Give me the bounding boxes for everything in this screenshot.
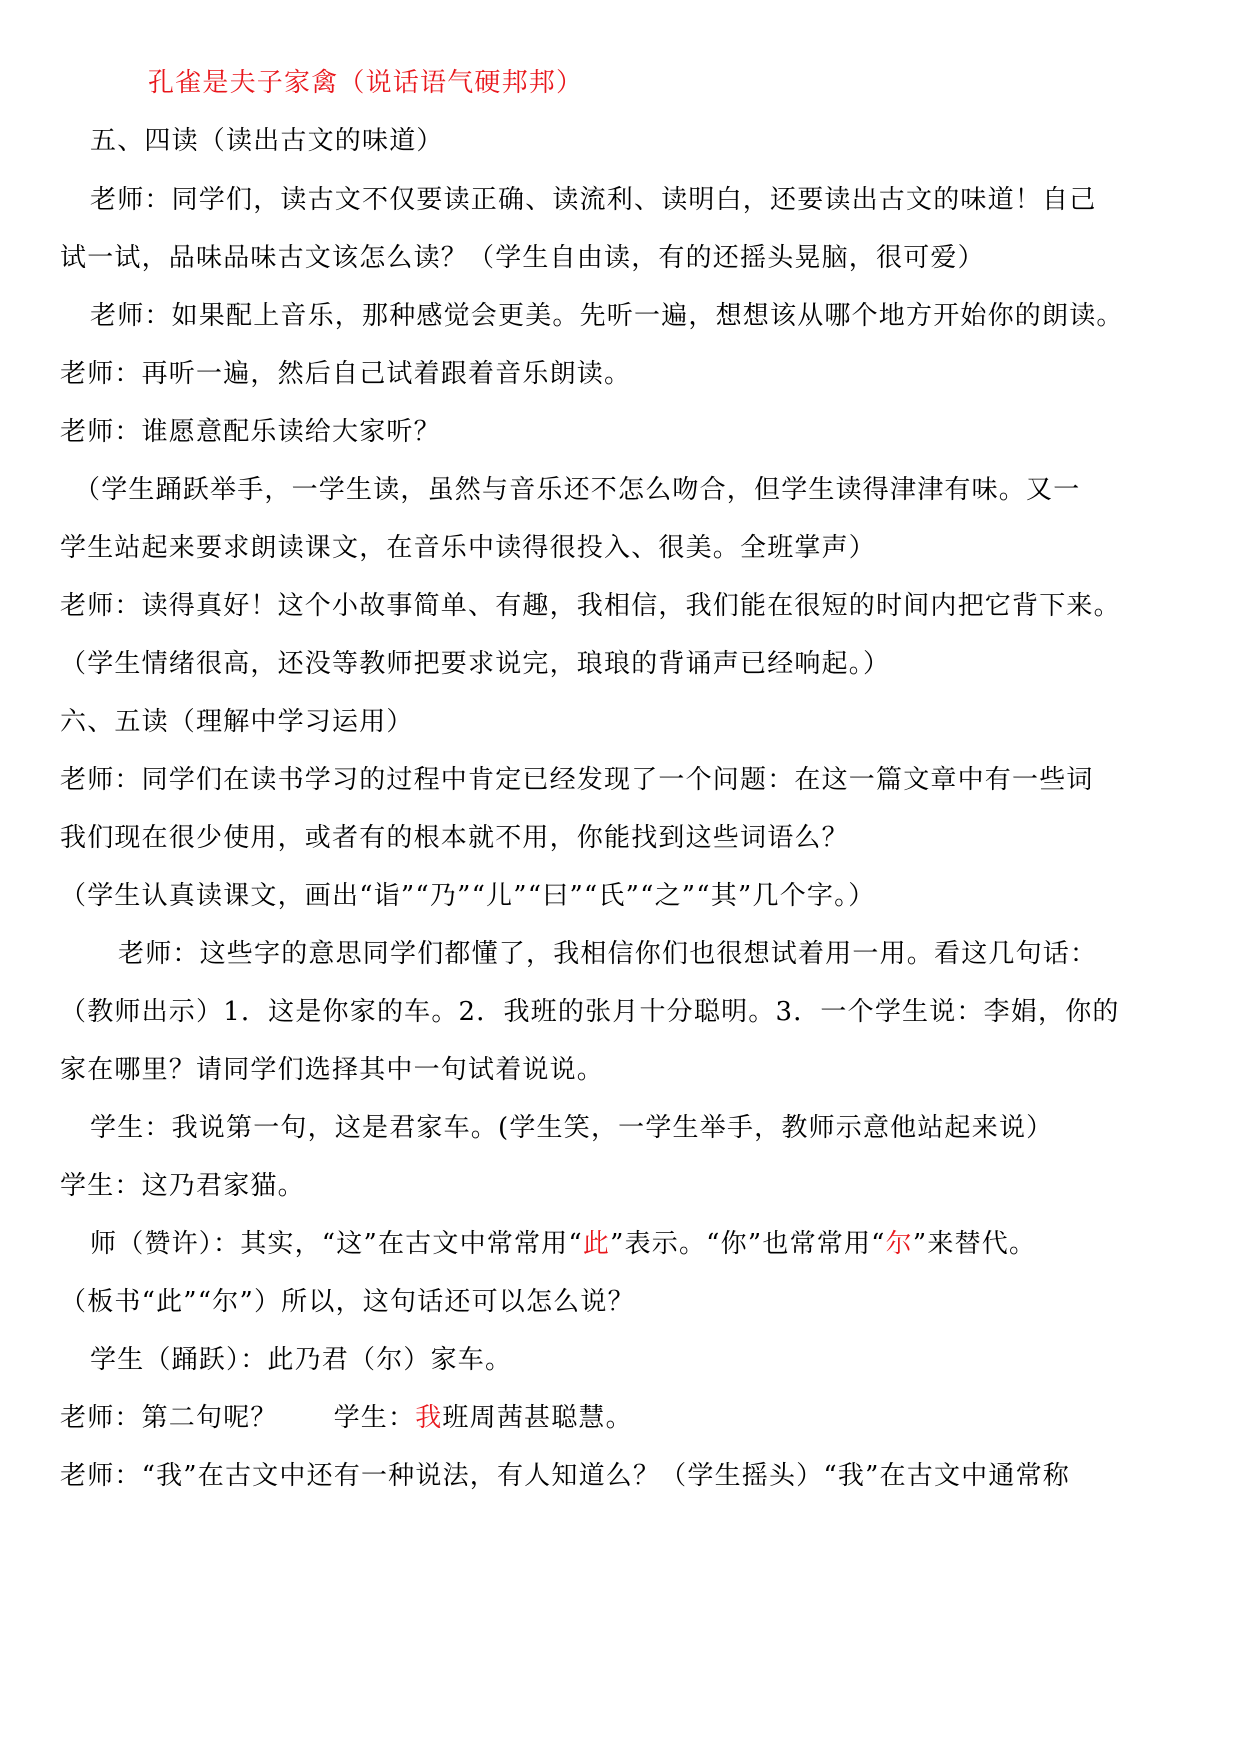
paragraph-line: 家在哪里？请同学们选择其中一句试着说说。 [60, 1055, 605, 1085]
paragraph-line: 老师：“我”在古文中还有一种说法，有人知道么？（学生摇头）“我”在古文中通常称 [60, 1461, 1070, 1491]
paragraph-line: 老师：如果配上音乐，那种感觉会更美。先听一遍，想想该从哪个地方开始你的朗读。 [90, 301, 1124, 331]
highlighted-char: 尔 [885, 1229, 913, 1259]
paragraph-line: 学生站起来要求朗读课文，在音乐中读得很投入、很美。全班掌声） [60, 533, 877, 563]
highlighted-char: 我 [415, 1403, 443, 1433]
paragraph-line: （板书“此”“尔”）所以，这句话还可以怎么说？ [60, 1287, 635, 1317]
text-segment: 学生： [333, 1403, 416, 1433]
paragraph-line: 学生：我说第一句，这是君家车。(学生笑，一学生举手，教师示意他站起来说） [90, 1113, 1054, 1143]
paragraph-line: 老师：读得真好！这个小故事简单、有趣，我相信，我们能在很短的时间内把它背下来。 [60, 591, 1121, 621]
section-heading-6: 六、五读（理解中学习运用） [60, 707, 414, 737]
paragraph-line: （教师出示）1．这是你家的车。2．我班的张月十分聪明。3．一个学生说：李娟，你的 [60, 997, 1120, 1027]
text-segment: 班周茜甚聪慧。 [442, 1403, 633, 1433]
paragraph-line: 我们现在很少使用，或者有的根本就不用，你能找到这些词语么？ [60, 823, 849, 853]
paragraph-line: （学生认真读课文，画出“诣”“乃”“儿”“曰”“氏”“之”“其”几个字。） [60, 881, 876, 911]
paragraph-line: 学生（踊跃）：此乃君（尔）家车。 [90, 1345, 513, 1375]
text-segment: ”来替代。 [912, 1229, 1037, 1259]
paragraph-line: 老师：再听一遍，然后自己试着跟着音乐朗读。 [60, 359, 632, 389]
paragraph-line-with-highlights [90, 1227, 1036, 1261]
paragraph-line: （学生情绪很高，还没等教师把要求说完，琅琅的背诵声已经响起。） [60, 649, 891, 679]
red-heading-line: 孔雀是夫子家禽（说话语气硬邦邦） [148, 68, 584, 98]
paragraph-line: 老师：谁愿意配乐读给大家听？ [60, 417, 441, 447]
text-segment: ”表示。“你”也常常用“ [610, 1229, 886, 1259]
paragraph-line: 老师：这些字的意思同学们都懂了，我相信你们也很想试着用一用。看这几句话： [118, 939, 1098, 969]
paragraph-line: 试一试，品味品味古文该怎么读？（学生自由读，有的还摇头晃脑，很可爱） [60, 243, 985, 273]
text-segment: 师（赞许）：其实，“这”在古文中常常用“ [90, 1229, 583, 1259]
paragraph-line: （学生踊跃举手，一学生读，虽然与音乐还不怎么吻合，但学生读得津津有味。又一 [74, 475, 1081, 505]
section-heading-5: 五、四读（读出古文的味道） [90, 126, 444, 156]
paragraph-line: 学生：这乃君家猫。 [60, 1171, 305, 1201]
paragraph-line-with-highlights [60, 1401, 633, 1435]
highlighted-char: 此 [582, 1229, 611, 1259]
text-segment: 老师：第二句呢？ [60, 1403, 278, 1433]
paragraph-line: 老师：同学们，读古文不仅要读正确、读流利、读明白，还要读出古文的味道！自己 [90, 185, 1097, 215]
paragraph-line: 老师：同学们在读书学习的过程中肯定已经发现了一个问题：在这一篇文章中有一些词 [60, 765, 1094, 795]
